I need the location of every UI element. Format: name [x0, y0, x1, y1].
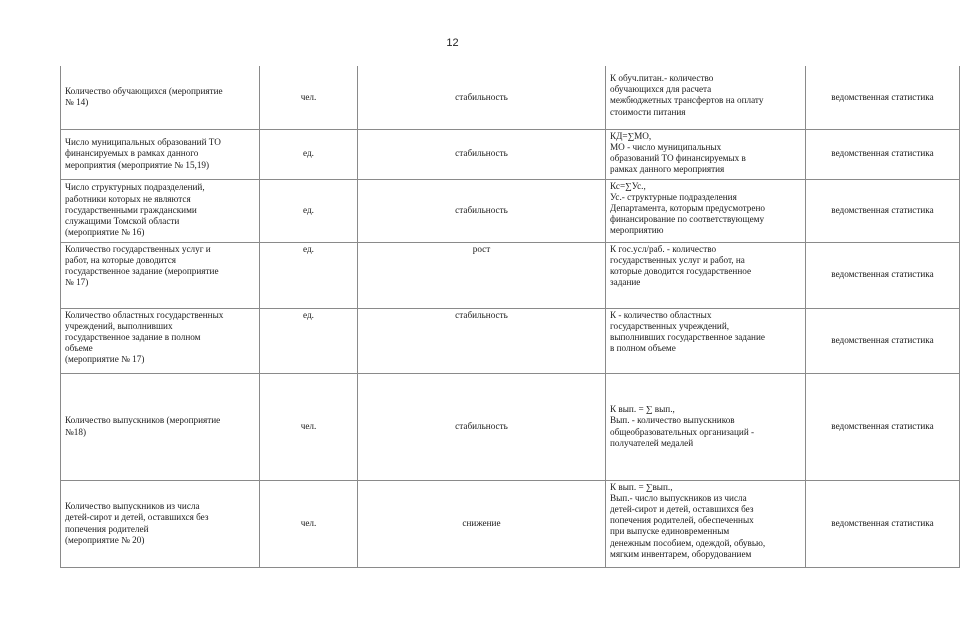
table-row [61, 129, 960, 179]
unit-cell: чел. [260, 480, 358, 567]
trend-cell: рост [358, 242, 606, 308]
source-cell: ведомственная статистика [806, 308, 960, 373]
source-cell: ведомственная статистика [806, 129, 960, 179]
calculation-cell: К вып. = ∑ вып., Вып. - количество выпускников общеобразовательных организаций - получателей медалей [606, 373, 806, 480]
indicator-name: Количество выпускников (мероприятие №18) [61, 373, 260, 480]
calculation-cell: К - количество областных государственных учреждений, выполнивших государственное задание в полном объеме [606, 308, 806, 373]
indicator-name: Количество областных государственных учреждений, выполнивших государственное задание в полном объеме (мероприятие № 17) [61, 308, 260, 373]
table-row [61, 242, 960, 308]
table-row [61, 373, 960, 480]
indicator-name: Количество государственных услуг и работ, на которые доводится государственное задание (мероприятие № 17) [61, 242, 260, 308]
calculation-cell: К гос.усл/раб. - количество государственных услуг и работ, на которые доводится государственное задание [606, 242, 806, 308]
unit-cell: чел. [260, 373, 358, 480]
trend-cell: стабильность [358, 66, 606, 129]
table-row [61, 308, 960, 373]
trend-cell: стабильность [358, 308, 606, 373]
unit-cell: ед. [260, 242, 358, 308]
table-row [61, 480, 960, 567]
calculation-cell: КД=∑МО, МО - число муниципальных образований ТО финансируемых в рамках данного мероприятия [606, 129, 806, 179]
trend-cell: стабильность [358, 373, 606, 480]
source-cell: ведомственная статистика [806, 179, 960, 242]
unit-cell: ед. [260, 308, 358, 373]
indicator-name: Число муниципальных образований ТО финансируемых в рамках данного мероприятия (мероприятие № 15,19) [61, 129, 260, 179]
trend-cell: стабильность [358, 129, 606, 179]
unit-cell: ед. [260, 129, 358, 179]
indicator-name: Число структурных подразделений, работники которых не являются государственными гражданскими служащими Томской области (мероприятие № 16) [61, 179, 260, 242]
source-cell: ведомственная статистика [806, 480, 960, 567]
source-cell: ведомственная статистика [806, 66, 960, 129]
indicator-name: Количество обучающихся (мероприятие № 14) [61, 66, 260, 129]
trend-cell: стабильность [358, 179, 606, 242]
unit-cell: ед. [260, 179, 358, 242]
trend-cell: снижение [358, 480, 606, 567]
source-cell: ведомственная статистика [806, 242, 960, 308]
table-row [61, 66, 960, 129]
page-number: 12 [446, 37, 459, 49]
calculation-cell: К обуч.питан.- количество обучающихся для расчета межбюджетных трансфертов на оплату стоимости питания [606, 66, 806, 129]
unit-cell: чел. [260, 66, 358, 129]
calculation-cell: Кс=∑Ус., Ус.- структурные подразделения Департамента, которым предусмотрено финансирование по соответствующему мероприятию [606, 179, 806, 242]
indicator-name: Количество выпускников из числа детей-сирот и детей, оставшихся без попечения родителей (мероприятие № 20) [61, 480, 260, 567]
source-cell: ведомственная статистика [806, 373, 960, 480]
table-row [61, 179, 960, 242]
calculation-cell: К вып. = ∑вып., Вып.- число выпускников из числа детей-сирот и детей, оставшихся без попечения родителей, обеспеченных при выпуске единовременным денежным пособием, одеждой, обувью, мягким инвентарем, оборудованием [606, 480, 806, 567]
indicators-table [60, 66, 960, 568]
